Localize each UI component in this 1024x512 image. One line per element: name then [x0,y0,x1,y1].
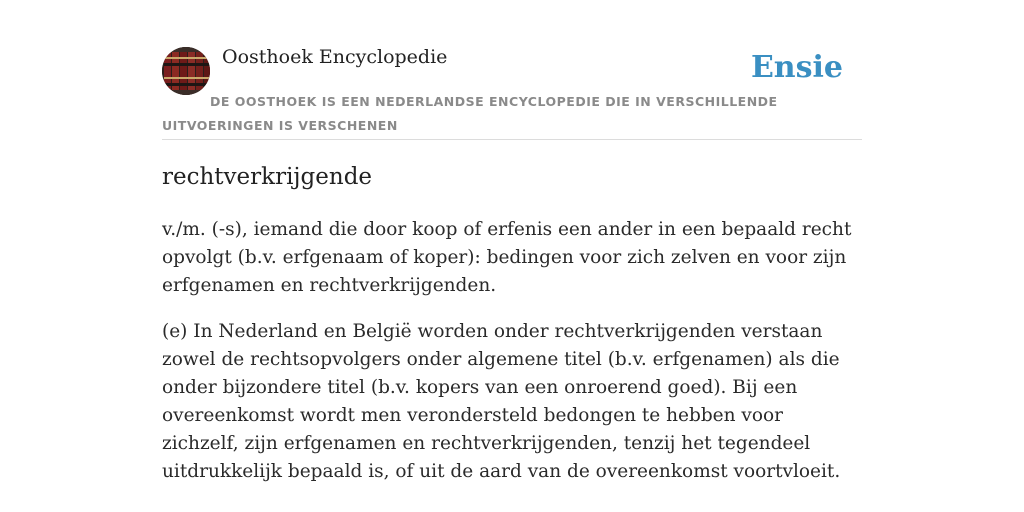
entry-paragraph: (e) In Nederland en België worden onder rechtverkrijgenden verstaan zowel de rechtsopvolgers onder algemene titel (b.v. erfgenamen) als die onder bijzondere titel (b.v. kopers van een onroerend goed). Bij een overeenkomst wordt men verondersteld bedongen te hebben voor zichzelf, zijn erfgenamen en rechtverkrijgenden, tenzij het tegendeel uitdrukkelijk bepaald is, of uit de aard van de overeenkomst voortvloeit. [162,321,841,482]
entry-body [162,216,862,504]
entry-paragraph: v./m. (-s), iemand die door koop of erfenis een ander in een bepaald recht opvolgt (b.v. erfgenaam of koper): bedingen voor zich zelven en voor zijn erfgenamen en rechtverkrijgenden. [162,219,852,296]
source-header [162,44,862,140]
entry-card [162,44,862,482]
encyclopedia-books-icon[interactable] [162,47,210,95]
ensie-logo-link[interactable]: Ensie [750,50,843,85]
source-title[interactable]: Oosthoek Encyclopedie [222,46,448,68]
entry-title: rechtverkrijgende [162,164,373,190]
source-description: DE OOSTHOEK IS EEN NEDERLANDSE ENCYCLOPEDIE DIE IN VERSCHILLENDE UITVOERINGEN IS VERSCHENEN [162,94,778,133]
